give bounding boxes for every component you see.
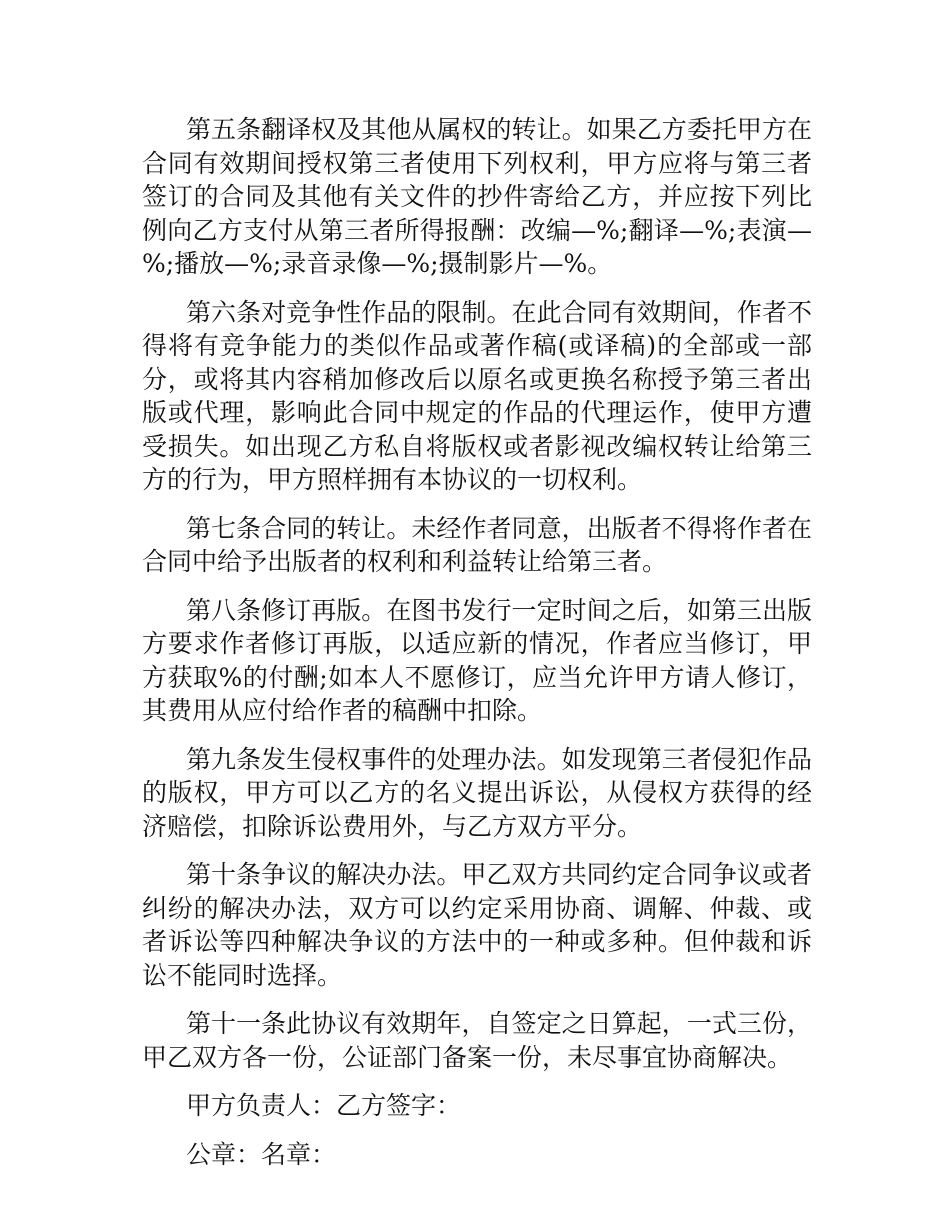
document-body bbox=[142, 113, 812, 1186]
seal-line: 公章：名章： bbox=[186, 1139, 337, 1169]
clause-5-translation-rights: 第五条翻译权及其他从属权的转让。如果乙方委托甲方在合同有效期间授权第三者使用下列权利，甲方应将与第三者签订的合同及其他有关文件的抄件寄给乙方，并应按下列比例向乙方支付从第三者所得报酬：改编—%;翻译—%;表演—%;播放—%;录音录像—%;摄制影片—%。 bbox=[142, 115, 812, 278]
clause-9-infringement: 第九条发生侵权事件的处理办法。如发现第三者侵犯作品的版权，甲方可以乙方的名义提出诉讼，从侵权方获得的经济赔偿，扣除诉讼费用外，与乙方双方平分。 bbox=[142, 744, 812, 841]
clause-6-competing-works: 第六条对竞争性作品的限制。在此合同有效期间，作者不得将有竞争能力的类似作品或著作稿(或译稿)的全部或一部分，或将其内容稍加修改后以原名或更换名称授予第三者出版或代理，影响此合同中规定的作品的代理运作，使甲方遭受损失。如出现乙方私自将版权或者影视改编权转让给第三方的行为，甲方照样拥有本协议的一切权利。 bbox=[142, 297, 812, 494]
clause-10-dispute-resolution: 第十条争议的解决办法。甲乙双方共同约定合同争议或者纠纷的解决办法，双方可以约定采用协商、调解、仲裁、或者诉讼等四种解决争议的方法中的一种或多种。但仲裁和诉讼不能同时选择。 bbox=[142, 860, 812, 990]
clause-11-validity: 第十一条此协议有效期年，自签定之日算起，一式三份，甲乙双方各一份，公证部门备案一份，未尽事宜协商解决。 bbox=[142, 1009, 812, 1072]
clause-8-revised-edition: 第八条修订再版。在图书发行一定时间之后，如第三出版方要求作者修订再版，以适应新的情况，作者应当修订，甲方获取%的付酬;如本人不愿修订，应当允许甲方请人修订，其费用从应付给作者的稿酬中扣除。 bbox=[142, 595, 812, 725]
signature-line: 甲方负责人：乙方签字： bbox=[186, 1091, 462, 1120]
clause-7-contract-transfer: 第七条合同的转让。未经作者同意，出版者不得将作者在合同中给予出版者的权利和利益转让给第三者。 bbox=[142, 513, 812, 576]
